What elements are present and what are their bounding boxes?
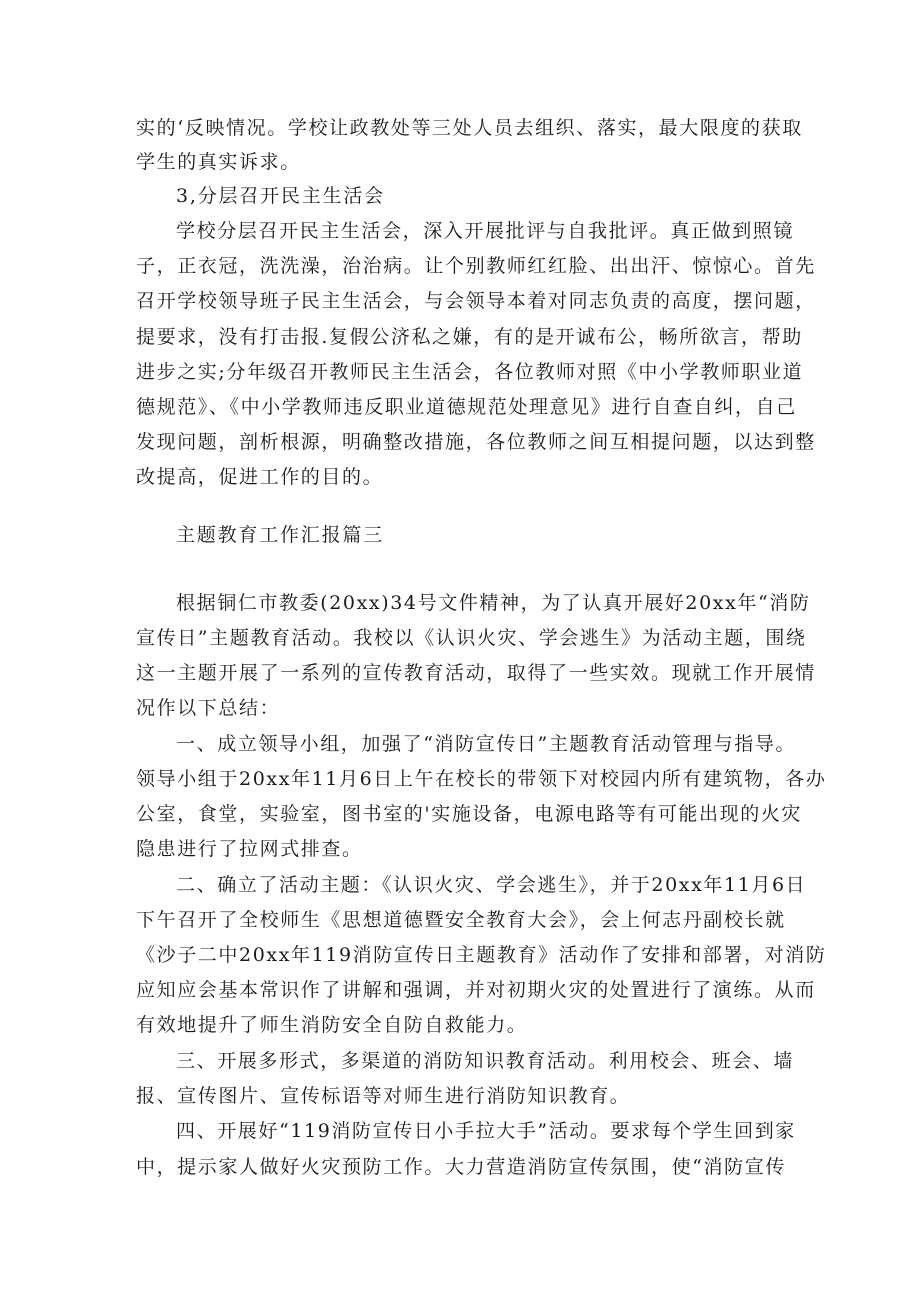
text-line: 召开学校领导班子民主生活会，与会领导本着对同志负责的高度，摆问题，	[136, 290, 816, 312]
text-line: 隐患进行了拉网式排查。	[136, 838, 363, 860]
text-line: 有效地提升了师生消防安全自防自救能力。	[136, 1014, 528, 1036]
text-line: 学校分层召开民主生活会，深入开展批评与自我批评。真正做到照镜	[176, 220, 795, 242]
text-line: 中，提示家人做好火灾预防工作。大力营造消防宣传氛围，使“消防宣传	[136, 1156, 786, 1178]
text-line: 应知应会基本常识作了讲解和强调，并对初期火灾的处置进行了演练。从而	[136, 979, 816, 1001]
text-line: 发现问题，剖析根源，明确整改措施，各位教师之间互相提问题，以达到整	[136, 431, 816, 453]
text-line: 二、确立了活动主题：《认识火灾、学会逃生》，并于20xx年11月6日	[176, 874, 807, 896]
text-line: 学生的真实诉求。	[136, 151, 301, 173]
section-subheading: 3,分层召开民主生活会	[176, 185, 385, 207]
text-line: 这一主题开展了一系列的宣传教育活动，取得了一些实效。现就工作开展情	[136, 662, 816, 684]
text-line: 《沙子二中20xx年119消防宣传日主题教育》活动作了安排和部署，对消防	[136, 944, 827, 966]
text-line: 公室，食堂，实验室，图书室的'实施设备，电源电路等有可能出现的火灾	[136, 803, 803, 825]
text-line: 提要求，没有打击报.复假公济私之嫌，有的是开诚布公，畅所欲言，帮助	[136, 326, 803, 348]
text-line: 实的‘反映情况。学校让政教处等三处人员去组织、落实，最大限度的获取	[136, 117, 803, 139]
text-line: 领导小组于20xx年11月6日上午在校长的带领下对校园内所有建筑物，各办	[136, 768, 827, 790]
text-line: 下午召开了全校师生《思想道德暨安全教育大会》，会上何志丹副校长就	[136, 909, 786, 931]
text-line: 进步之实;分年级召开教师民主生活会，各位教师对照《中小学教师职业道	[136, 361, 804, 383]
text-line: 一、成立领导小组，加强了“消防宣传日”主题教育活动管理与指导。	[176, 733, 797, 755]
text-line: 子，正衣冠，洗洗澡，治治病。让个别教师红红脸、出出汗、惊惊心。首先	[136, 255, 816, 277]
text-line: 根据铜仁市教委(20xx)34号文件精神，为了认真开展好20xx年“消防	[176, 592, 811, 614]
text-line: 四、开展好“119消防宣传日小手拉大手”活动。要求每个学生回到家	[176, 1120, 796, 1142]
text-line: 改提高，促进工作的目的。	[136, 466, 384, 488]
section-heading: 主题教育工作汇报篇三	[176, 524, 385, 546]
text-line: 宣传日”主题教育活动。我校以《认识火灾、学会逃生》为活动主题，围绕	[136, 627, 807, 649]
text-line: 德规范》、《中小学教师违反职业道德规范处理意见》进行自查自纠，自己	[136, 396, 797, 418]
text-line: 况作以下总结：	[136, 697, 281, 719]
text-line: 三、开展多形式，多渠道的消防知识教育活动。利用校会、班会、墙	[176, 1050, 795, 1072]
text-line: 报、宣传图片、宣传标语等对师生进行消防知识教育。	[136, 1085, 631, 1107]
